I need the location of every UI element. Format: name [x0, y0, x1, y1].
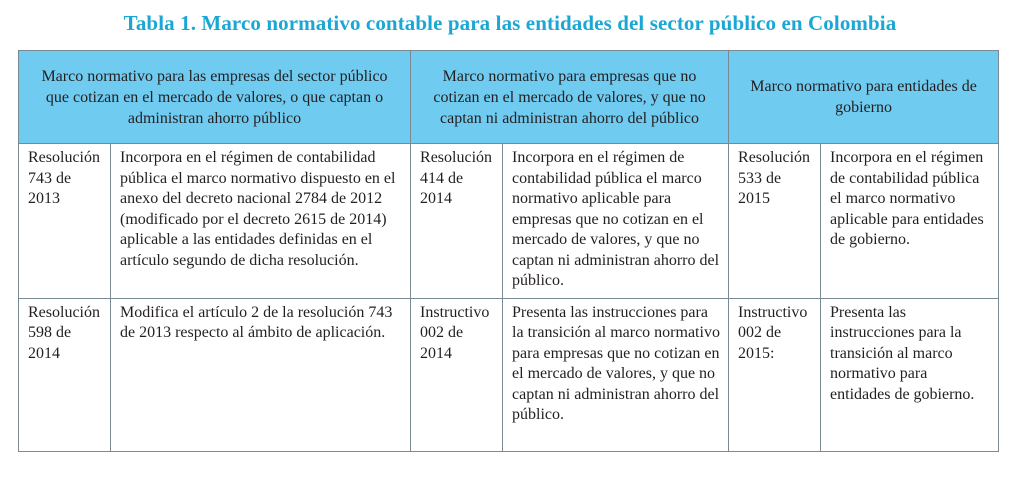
norm-code: Instructivo 002 de 2015:	[729, 298, 821, 451]
norm-code: Resolución 414 de 2014	[411, 144, 503, 299]
header-listed-companies: Marco normativo para las empresas del sector público que cotizan en el mercado de valores, o que captan o administran ahorro público	[19, 51, 411, 144]
norm-description: Incorpora en el régimen de contabilidad pública el marco normativo aplicable para entidades de gobierno.	[821, 144, 999, 299]
norm-code: Instructivo 002 de 2014	[411, 298, 503, 451]
norm-description: Incorpora en el régimen de contabilidad pública el marco normativo dispuesto en el anexo del decreto nacional 2784 de 2012 (modificado por el decreto 2615 de 2014) aplicable a las entidades definidas en el artículo segundo de dicha resolución.	[111, 144, 411, 299]
header-row	[19, 51, 999, 144]
table-title: Tabla 1. Marco normativo contable para las entidades del sector público en Colombia	[123, 11, 897, 35]
normative-framework-table	[18, 50, 999, 452]
table-row	[19, 144, 999, 299]
norm-code: Resolución 533 de 2015	[729, 144, 821, 299]
norm-code: Resolución 743 de 2013	[19, 144, 111, 299]
norm-description: Incorpora en el régimen de contabilidad pública el marco normativo aplicable para empresas que no cotizan en el mercado de valores, y que no captan ni administran ahorro del público.	[503, 144, 729, 299]
norm-code: Resolución 598 de 2014	[19, 298, 111, 451]
header-unlisted-companies: Marco normativo para empresas que no cotizan en el mercado de valores, y que no captan ni administran ahorro del público	[411, 51, 729, 144]
norm-description: Presenta las instrucciones para la transición al marco normativo para empresas que no cotizan en el mercado de valores, y que no captan ni administran ahorro del público.	[503, 298, 729, 451]
norm-description: Modifica el artículo 2 de la resolución 743 de 2013 respecto al ámbito de aplicación.	[111, 298, 411, 451]
norm-description: Presenta las instrucciones para la transición al marco normativo para entidades de gobierno.	[821, 298, 999, 451]
table-row	[19, 298, 999, 451]
header-government-entities: Marco normativo para entidades de gobierno	[729, 51, 999, 144]
